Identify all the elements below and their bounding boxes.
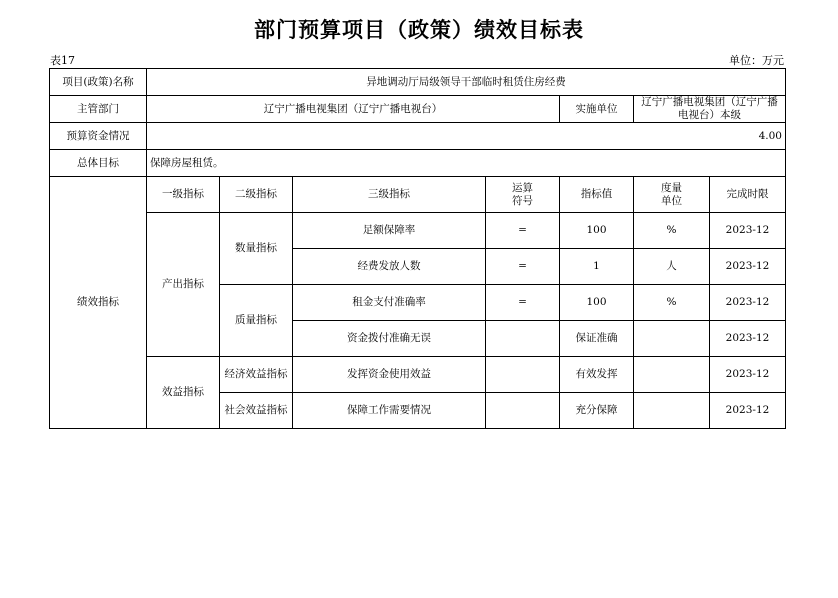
deadline-cell: 2023-12: [710, 321, 786, 357]
header-deadline: 完成时限: [710, 177, 786, 213]
project-label: 项目(政策)名称: [50, 69, 147, 96]
level3-cell: 资金拨付准确无误: [293, 321, 486, 357]
page-title: 部门预算项目（政策）绩效目标表: [254, 17, 584, 42]
operator-cell: =: [486, 249, 560, 285]
project-value: 异地调动厅局级领导干部临时租赁住房经费: [147, 69, 786, 96]
header-value: 指标值: [560, 177, 634, 213]
budget-value: 4.00: [147, 123, 786, 150]
level3-cell: 经费发放人数: [293, 249, 486, 285]
value-cell: 保证准确: [560, 321, 634, 357]
budget-row: [50, 123, 786, 150]
operator-cell: [486, 357, 560, 393]
operator-cell: [486, 321, 560, 357]
deadline-cell: 2023-12: [710, 285, 786, 321]
level3-cell: 足额保障率: [293, 213, 486, 249]
value-cell: 充分保障: [560, 393, 634, 429]
level2-social: 社会效益指标: [220, 393, 293, 429]
goal-value: 保障房屋租赁。: [147, 150, 786, 177]
header-level1: 一级指标: [147, 177, 220, 213]
table-number: 表17: [50, 54, 75, 67]
level2-quality: 质量指标: [220, 285, 293, 357]
header-level3: 三级指标: [293, 177, 486, 213]
impl-unit-value: 辽宁广播电视集团（辽宁广播电视台）本级: [634, 96, 786, 123]
dept-row: [50, 96, 786, 123]
header-level2: 二级指标: [220, 177, 293, 213]
level1-output: 产出指标: [147, 213, 220, 357]
unit-label: 单位：万元: [729, 54, 784, 67]
budget-label: 预算资金情况: [50, 123, 147, 150]
level1-benefit: 效益指标: [147, 357, 220, 429]
level2-economic: 经济效益指标: [220, 357, 293, 393]
unit-cell: [634, 357, 710, 393]
deadline-cell: 2023-12: [710, 393, 786, 429]
indicator-row: [50, 357, 786, 393]
level3-cell: 发挥资金使用效益: [293, 357, 486, 393]
level3-cell: 保障工作需要情况: [293, 393, 486, 429]
header-operator: 运算 符号: [486, 177, 560, 213]
operator-cell: [486, 393, 560, 429]
operator-cell: =: [486, 213, 560, 249]
project-row: [50, 69, 786, 96]
unit-cell: 人: [634, 249, 710, 285]
performance-goal-table: [49, 68, 786, 429]
value-cell: 1: [560, 249, 634, 285]
value-cell: 100: [560, 213, 634, 249]
unit-cell: %: [634, 285, 710, 321]
dept-label: 主管部门: [50, 96, 147, 123]
performance-indicator-label: 绩效指标: [50, 177, 147, 429]
unit-cell: [634, 393, 710, 429]
header-unit: 度量 单位: [634, 177, 710, 213]
unit-cell: %: [634, 213, 710, 249]
value-cell: 有效发挥: [560, 357, 634, 393]
unit-cell: [634, 321, 710, 357]
level2-quantity: 数量指标: [220, 213, 293, 285]
deadline-cell: 2023-12: [710, 357, 786, 393]
goal-row: [50, 150, 786, 177]
indicator-header-row: [50, 177, 786, 213]
goal-label: 总体目标: [50, 150, 147, 177]
level3-cell: 租金支付准确率: [293, 285, 486, 321]
dept-value: 辽宁广播电视集团（辽宁广播电视台）: [147, 96, 560, 123]
impl-unit-label: 实施单位: [560, 96, 634, 123]
deadline-cell: 2023-12: [710, 249, 786, 285]
deadline-cell: 2023-12: [710, 213, 786, 249]
operator-cell: =: [486, 285, 560, 321]
indicator-row: [50, 213, 786, 249]
value-cell: 100: [560, 285, 634, 321]
